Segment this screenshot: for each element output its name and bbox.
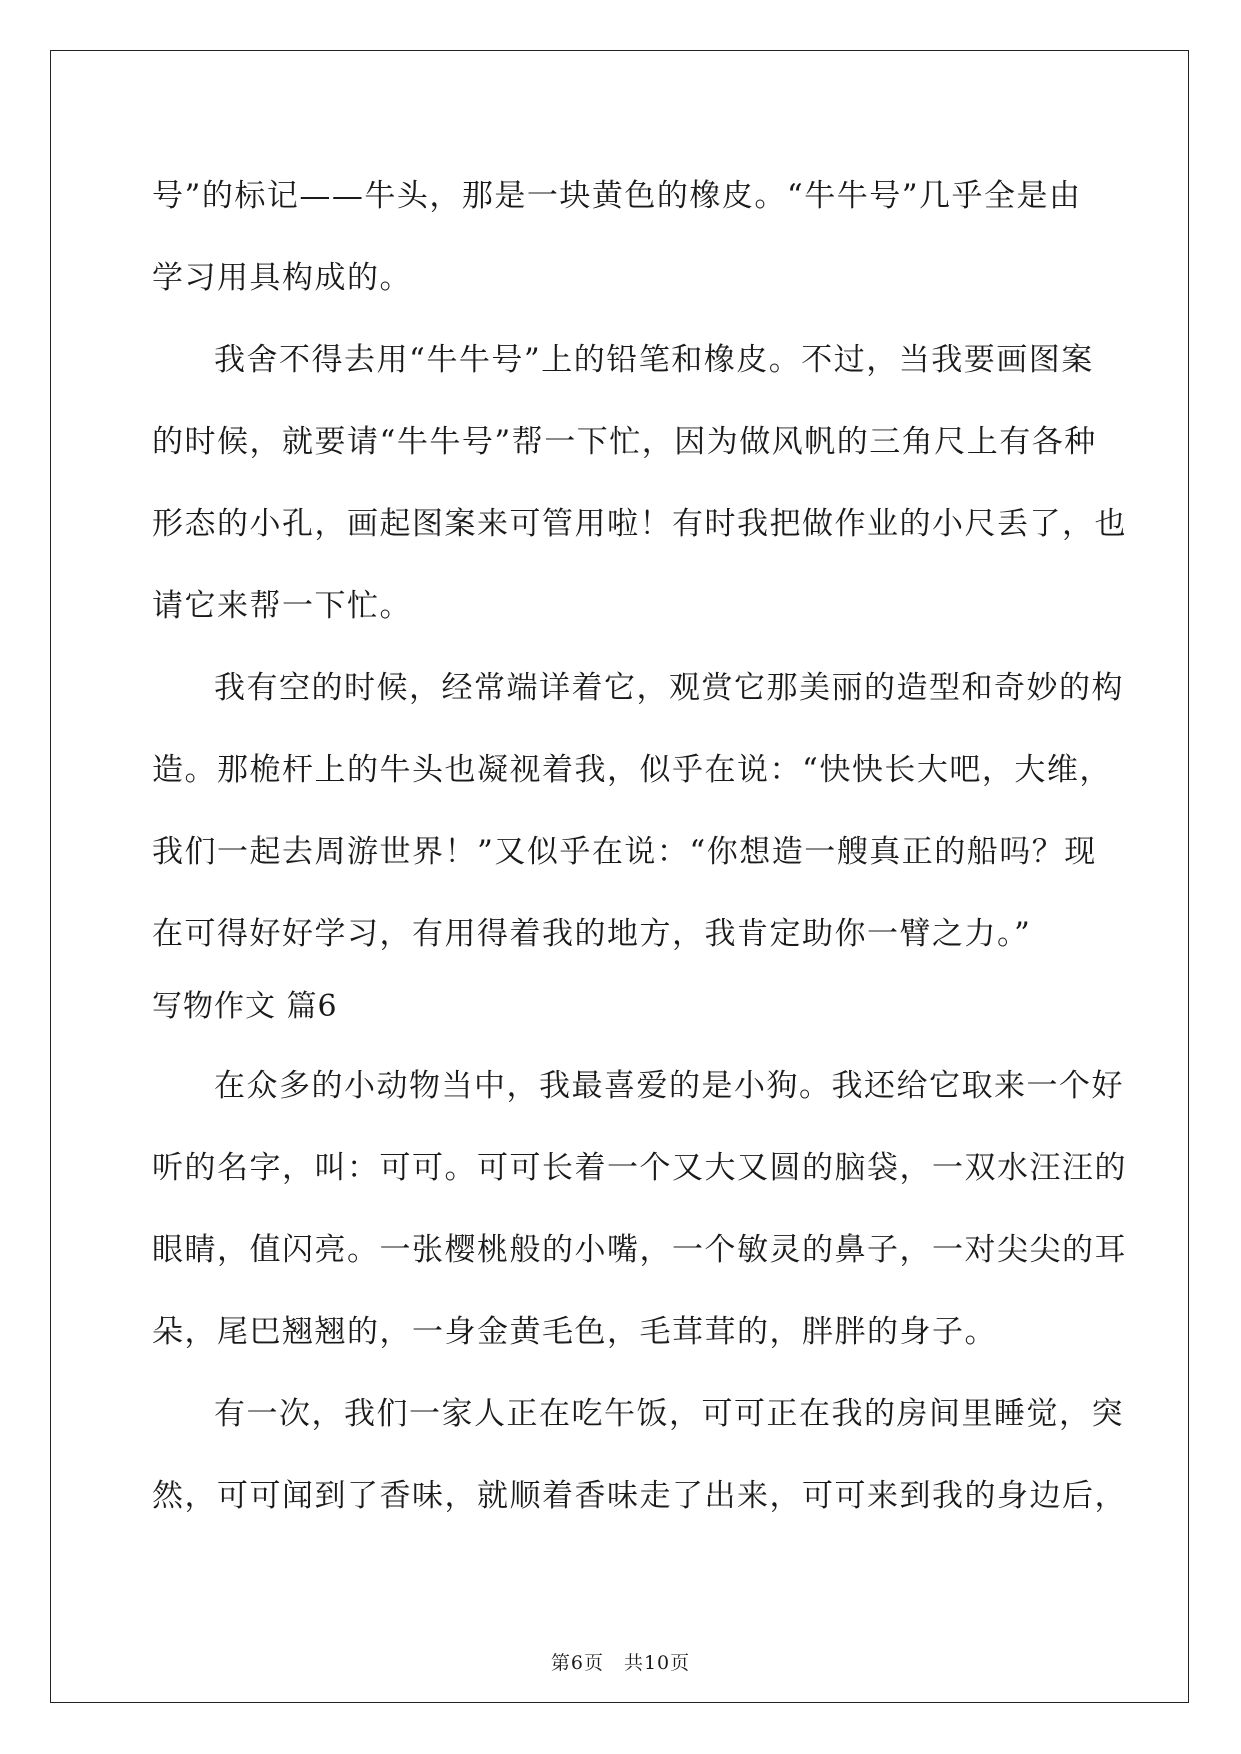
text-line: 然，可可闻到了香味，就顺着香味走了出来，可可来到我的身边后， xyxy=(152,1478,1127,1514)
paragraph xyxy=(152,647,1124,975)
text-line: 在可得好好学习，有用得着我的地方，我肯定助你一臂之力。” xyxy=(152,916,1032,952)
paragraph xyxy=(152,319,1127,647)
text-line: 朵，尾巴翘翘的，一身金黄毛色，毛茸茸的，胖胖的身子。 xyxy=(152,1314,997,1350)
text-line: 学习用具构成的。 xyxy=(152,260,412,296)
paragraph xyxy=(152,1045,1127,1373)
text-line: 造。那桅杆上的牛头也凝视着我，似乎在说：“快快长大吧，大维， xyxy=(152,752,1112,788)
paragraph xyxy=(152,1373,1127,1537)
text-line: 形态的小孔，画起图案来可管用啦！有时我把做作业的小尺丢了，也 xyxy=(152,506,1127,542)
text-line: 请它来帮一下忙。 xyxy=(152,588,412,624)
text-line: 我舍不得去用“牛牛号”上的铅笔和橡皮。不过，当我要画图案 xyxy=(214,342,1094,378)
text-line: 眼睛，值闪亮。一张樱桃般的小嘴，一个敏灵的鼻子，一对尖尖的耳 xyxy=(152,1232,1127,1268)
text-line: 我们一起去周游世界！”又似乎在说：“你想造一艘真正的船吗？现 xyxy=(152,834,1097,870)
page-number: 第6页 共10页 xyxy=(550,1652,691,1674)
section-heading: 写物作文 篇6 xyxy=(152,989,338,1024)
paragraph xyxy=(152,155,1092,319)
text-line: 我有空的时候，经常端详着它，观赏它那美丽的造型和奇妙的构 xyxy=(214,670,1124,706)
document-body xyxy=(152,155,1127,1537)
text-line: 号”的标记——牛头，那是一块黄色的橡皮。“牛牛号”几乎全是由 xyxy=(152,178,1082,214)
text-line: 在众多的小动物当中，我最喜爱的是小狗。我还给它取来一个好 xyxy=(214,1068,1124,1104)
text-line: 的时候，就要请“牛牛号”帮一下忙，因为做风帆的三角尺上有各种 xyxy=(152,424,1097,460)
text-line: 听的名字，叫：可可。可可长着一个又大又圆的脑袋，一双水汪汪的 xyxy=(152,1150,1127,1186)
text-line: 有一次，我们一家人正在吃午饭，可可正在我的房间里睡觉，突 xyxy=(214,1396,1124,1432)
